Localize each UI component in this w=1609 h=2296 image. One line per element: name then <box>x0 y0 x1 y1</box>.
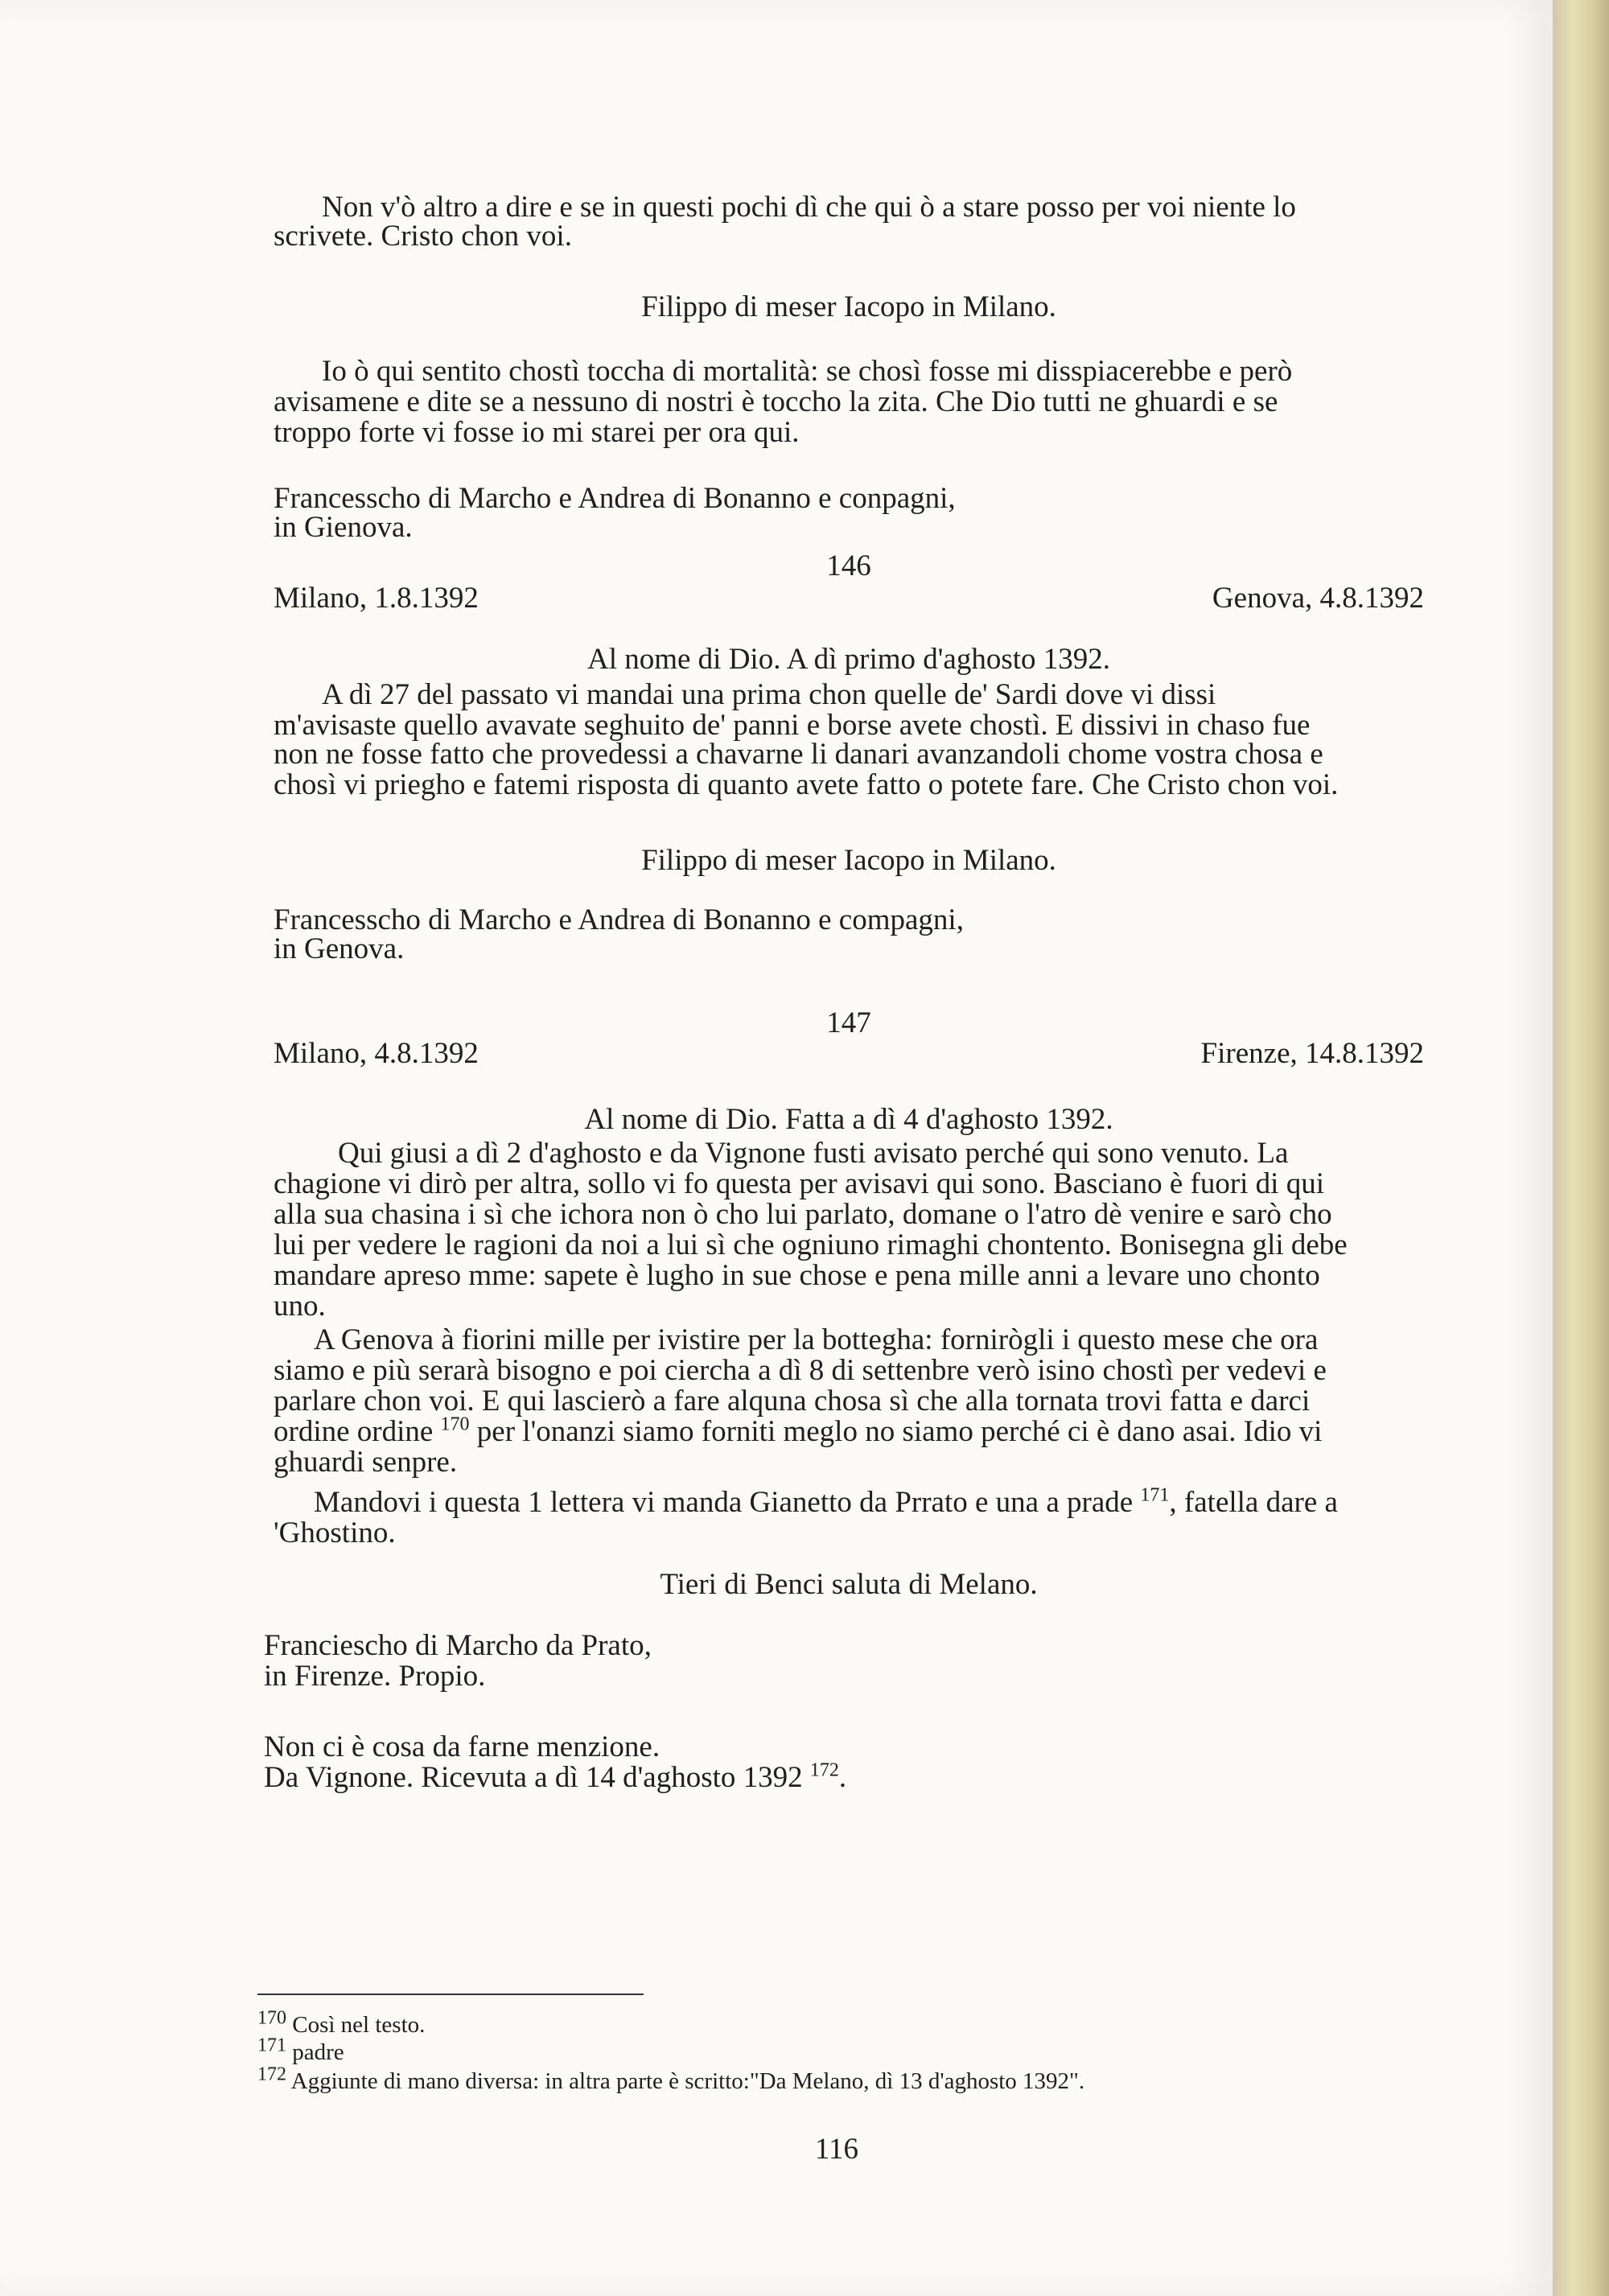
text-fragment: A dì 27 del passato vi mandai una prima chon quelle de' Sardi dove vi dissi <box>322 678 1216 711</box>
text-line <box>274 1229 1348 1261</box>
footnote-divider <box>257 1994 644 1995</box>
text-fragment: chagione vi dirò per altra, sollo vi fo questa per avisavi qui sono. Basciano è fuori di qui <box>274 1167 1324 1200</box>
address-145-line-2: in Gienova. <box>274 511 413 544</box>
footnote-ref-171[interactable]: 171 <box>1140 1484 1170 1506</box>
text-fragment: alla sua chasina i sì che ichora non ò cho lui parlato, domane o l'atro dè venire e sarò cho <box>274 1198 1332 1231</box>
text-line <box>274 1260 1320 1292</box>
address-147-line-1: Franciescho di Marcho da Prato, <box>264 1629 652 1662</box>
text-line <box>274 417 800 449</box>
footnote-text: padre <box>292 2039 344 2065</box>
signature-145: Filippo di meser Iacopo in Milano. <box>641 290 1056 323</box>
text-line <box>274 1290 326 1323</box>
text-line <box>274 769 1338 801</box>
letter-147-heading: Al nome di Dio. Fatta a dì 4 d'aghosto 1392. <box>584 1103 1113 1136</box>
footnote-text: Così nel testo. <box>292 2012 426 2038</box>
text-fragment: , fatella dare a <box>1169 1486 1338 1519</box>
text-fragment: non ne fosse fatto che provedessi a chavarne li danari avanzandoli chome vostra chosa e <box>274 738 1323 771</box>
text-fragment: ghuardi senpre. <box>274 1446 458 1479</box>
page-number: 116 <box>814 2133 859 2166</box>
footnote-ref-172[interactable]: 172 <box>809 1759 839 1781</box>
address-147-line-2: in Firenze. Propio. <box>264 1660 486 1693</box>
text-fragment: . <box>838 1761 847 1794</box>
text-line <box>274 1385 1310 1418</box>
text-line <box>274 220 572 253</box>
note-line-1: Non ci è cosa da farne menzione. <box>264 1730 660 1763</box>
signature-146: Filippo di meser Iacopo in Milano. <box>641 844 1056 877</box>
text-fragment: 'Ghostino. <box>274 1516 396 1549</box>
text-line <box>314 1484 1338 1519</box>
text-line <box>274 1517 396 1549</box>
text-fragment: mandare apreso mme: sapete è lugho in sue chose e pena mille anni a levare uno chonto <box>274 1259 1320 1292</box>
note-line-2 <box>264 1759 847 1794</box>
text-line <box>274 1199 1332 1231</box>
footnote-171 <box>257 2035 344 2066</box>
text-fragment: scrivete. Cristo chon voi. <box>274 220 572 253</box>
text-line <box>338 1138 1288 1170</box>
text-fragment: avisamene e dite se a nessuno di nostri è toccho la zita. Che Dio tutti ne ghuardi e se <box>274 385 1278 418</box>
footnote-number: 171 <box>257 2035 286 2056</box>
address-146-line-1: Francesscho di Marcho e Andrea di Bonanno e compagni, <box>274 903 964 936</box>
text-fragment: chosì vi priegho e fatemi risposta di quanto avete fatto o potete fare. Che Cristo chon voi. <box>274 768 1339 801</box>
text-fragment: m'avisaste quello avavate seghuito de' panni e borse avete chostì. E dissivi in chaso fue <box>274 709 1311 742</box>
text-fragment: Da Vignone. Ricevuta a dì 14 d'aghosto 1392 <box>264 1761 803 1794</box>
text-fragment: Qui giusi a dì 2 d'aghosto e da Vignone fusti avisato perché qui sono venuto. La <box>338 1137 1289 1170</box>
text-fragment: lui per vedere le ragioni da noi a lui sì che ogniuno rimaghi chontento. Bonisegna gli debe <box>274 1228 1348 1261</box>
text-fragment: Non v'ò altro a dire e se in questi pochi dì che qui ò a stare posso per voi niente lo <box>322 191 1296 224</box>
footnote-number: 172 <box>257 2064 286 2085</box>
text-line <box>274 1446 457 1479</box>
footnote-172 <box>257 2064 1085 2095</box>
footnote-number: 170 <box>257 2007 286 2029</box>
footnote-text: Aggiunte di mano diversa: in altra parte è scritto:"Da Melano, dì 13 d'aghosto 1392". <box>290 2068 1085 2094</box>
address-146-line-2: in Genova. <box>274 932 405 965</box>
letter-number-147: 147 <box>826 1006 871 1039</box>
text-fragment: siamo e più serarà bisogno e poi ciercha a dì 8 di settenbre verò isino chostì per vedevi e <box>274 1354 1327 1387</box>
text-fragment: uno. <box>274 1290 326 1323</box>
text-fragment: troppo forte vi fosse io mi starei per ora qui. <box>274 416 800 449</box>
text-line <box>322 356 1292 388</box>
text-line <box>314 1324 1318 1356</box>
letter-number-146: 146 <box>826 549 871 582</box>
page-edge <box>1553 0 1609 2296</box>
text-line <box>274 1168 1324 1200</box>
footnote-ref-170[interactable]: 170 <box>440 1413 470 1435</box>
text-fragment: per l'onanzi siamo forniti meglo no siamo perché ci è dano asai. Idio vi <box>469 1415 1323 1448</box>
letter-146-heading: Al nome di Dio. A dì primo d'aghosto 1392. <box>586 643 1111 676</box>
text-fragment: Io ò qui sentito chostì toccha di mortalità: se chosì fosse mi disspiacerebbe e però <box>322 355 1293 388</box>
text-line <box>322 191 1296 224</box>
text-line <box>274 710 1310 742</box>
text-line <box>322 679 1216 711</box>
text-fragment: parlare chon voi. E qui lascierò a fare alquna chosa sì che alla tornata trovi fatta e darci <box>274 1385 1311 1418</box>
text-line <box>274 1413 1323 1448</box>
text-line <box>274 386 1278 418</box>
text-fragment: ordine ordine <box>274 1415 441 1448</box>
text-fragment: Mandovi i questa 1 lettera vi manda Gianetto da Prrato e una a prade <box>314 1486 1141 1519</box>
address-145-line-1: Francesscho di Marcho e Andrea di Bonanno e conpagni, <box>274 482 956 515</box>
text-line <box>274 739 1323 771</box>
signature-147: Tieri di Benci saluta di Melano. <box>660 1568 1038 1601</box>
letter-146-to: Genova, 4.8.1392 <box>1212 582 1424 615</box>
letter-147-from: Milano, 4.8.1392 <box>274 1037 479 1070</box>
text-fragment: A Genova à fiorini mille per ivistire per la bottegha: fornirògli i questo mese che ora <box>314 1323 1319 1356</box>
letter-146-from: Milano, 1.8.1392 <box>274 582 479 615</box>
letter-147-to: Firenze, 14.8.1392 <box>1200 1037 1424 1070</box>
text-line <box>274 1355 1327 1387</box>
